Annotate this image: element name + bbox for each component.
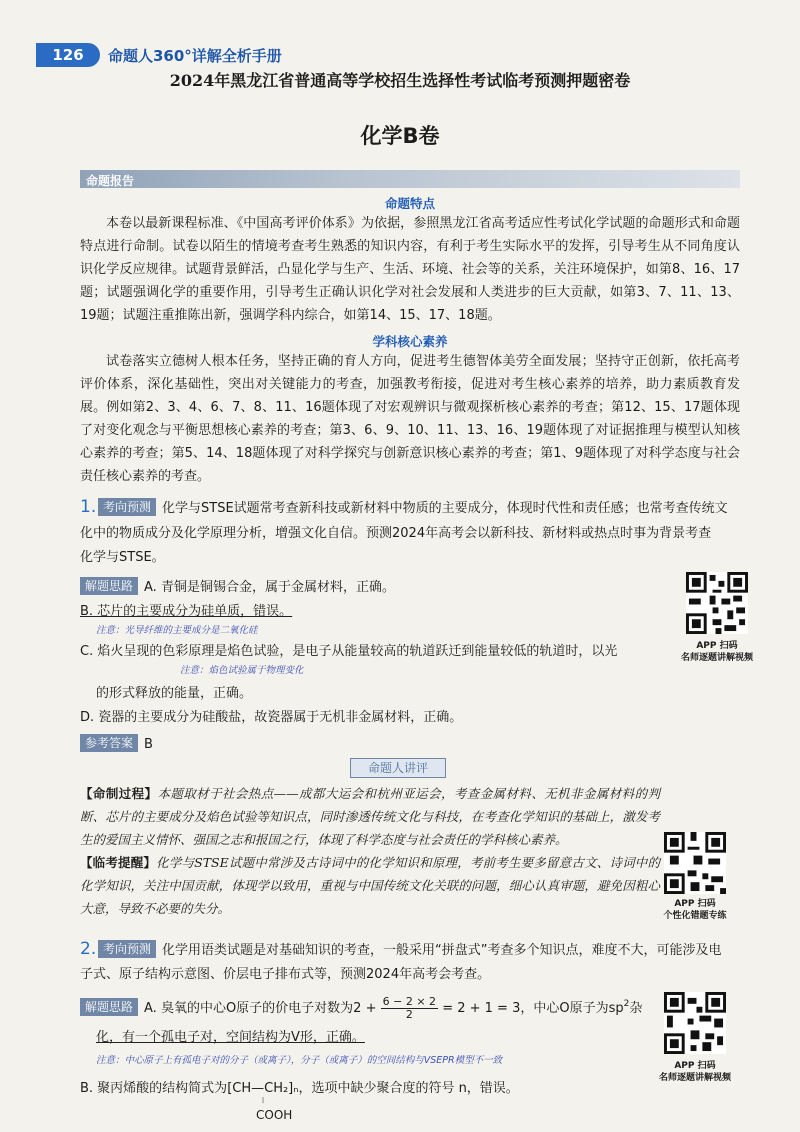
q1-answer-tag: 参考答案: [80, 734, 138, 752]
q2-fraction: $\frac{6 - 2 \times 2}{2}$: [382, 995, 437, 1021]
qr-caption-1: APP 扫码 名师逐题讲解视频: [680, 641, 753, 663]
q1-forecast-line1: 考向预测 化学与STSE试题常考查新科技或新材料中物质的主要成分，体现时代性和责任感；也常考查传统文: [98, 497, 728, 516]
commentary-process: 【命制过程】本题取材于社会热点——成都大运会和杭州亚运会，考查金属材料、无机非金属材料的判断、芯片的主要成分及焰色试验等知识点，同时渗透传统文化与科技，在考查化学知识的基础上，激发考生的爱国主义情怀、强国之志和报国之行，体现了科学态度与社会责任的学科核心素养。: [80, 786, 660, 847]
literacy-text: 试卷落实立德树人根本任务，坚持正确的育人方向，促进考生德智体美劳全面发展；坚持守正创新，依托高考评价体系，深化基础性，突出对关键能力的考查，加强教考衔接，促进对考生核心素养的培养，助力素质教育发展。例如第2、3、4、6、7、8、11、16题体现了对宏观辨识与微观探析核心素养的考查；第12、15、17题体现了对变化观念与平衡思想核心素养的考查；第3、6、9、10、11、13、16、19题体现了对证据推理与模型认知核心素养的考查；第5、14、18题体现了对科学探究与创新意识核心素养的考查；第1、9题体现了对科学态度与社会责任核心素养的考查。: [80, 354, 740, 484]
book-name: 命题人360°详解全析手册: [108, 46, 282, 65]
q1-option-b: B. 芯片的主要成分为硅单质，错误。: [80, 604, 293, 619]
q1-answer: 参考答案 B: [80, 734, 153, 752]
commentary-banner: 命题人讲评: [350, 758, 446, 778]
literacy-heading: 学科核心素养: [372, 334, 448, 349]
q2-bond: |: [262, 1097, 265, 1104]
features-text: 本卷以最新课程标准、《中国高考评价体系》为依据，参照黑龙江省高考适应性考试化学试题的命题形式和命题特点进行命制。试卷以陌生的情境考查考生熟悉的知识内容，有利于考生实际水平的发挥，引导考生从不同角度认识化学反应规律。试题背景鲜活，凸显化学与生产、生活、环境、社会等的关系，关注环境保护，如第8、16、17题；试题强调化学的重要作用，引导考生正确认识化学对社会发展和人类进步的巨大贡献，如第3、7、11、13、19题；试题注重推陈出新，强调学科内综合，如第14、15、17、18题。: [80, 216, 740, 323]
q2-branch: COOH: [256, 1108, 293, 1122]
q1-note-c: 注意：焰色试验属于物理变化: [180, 665, 304, 676]
q1-option-d: D. 瓷器的主要成分为硅酸盐，故瓷器属于无机非金属材料，正确。: [80, 710, 463, 725]
q2-formula: [CH—CH₂]ₙ: [227, 1081, 299, 1096]
question-1-number: 1.: [80, 497, 97, 517]
q1-note-b: 注意：光导纤维的主要成分是二氧化硅: [96, 625, 258, 636]
q2-option-b: B. 聚丙烯酸的结构简式为[CH—CH₂]ₙ，选项中缺少聚合度的符号 n，错误。: [80, 1081, 519, 1096]
qr-caption-2: APP 扫码 个性化错题专练: [663, 899, 727, 921]
q2-forecast-line2: 子式、原子结构示意图、价层电子排布式等，预测2024年高考会考查。: [80, 967, 491, 982]
qr-code-icon[interactable]: [664, 992, 726, 1054]
q1-forecast-tag: 考向预测: [98, 498, 156, 516]
exam-title: 2024年黑龙江省普通高等学校招生选择性考试临考预测押题密卷: [169, 71, 631, 90]
q2-option-a-line1: 解题思路 A. 臭氧的中心O原子的价电子对数为2 + $\frac{6 - 2 \times 2}{2}$ = 2 + 1 = 3，中心O原子为$sp^2$杂: [80, 996, 642, 1021]
page-header: [36, 42, 282, 68]
q1-solution-tag: 解题思路: [80, 577, 138, 595]
q2-forecast-line1: 考向预测 化学用语类试题是对基础知识的考查，一般采用“拼盘式”考查多个知识点，难度不大，可能涉及电: [98, 939, 722, 958]
q1-option-c-line2: 的形式释放的能量，正确。: [96, 686, 253, 701]
question-2-number: 2.: [80, 939, 97, 959]
q1-option-a: 解题思路 A. 青铜是铜锡合金，属于金属材料，正确。: [80, 576, 395, 595]
q1-forecast-line2: 化中的物质成分及化学原理分析，增强文化自信。预测2024年高考会以新科技、新材料或热点时事为背景考查: [80, 526, 712, 541]
q2-forecast-tag: 考向预测: [98, 940, 156, 958]
qr-code-icon[interactable]: [664, 832, 726, 894]
q1-forecast-line3: 化学与STSE。: [80, 550, 165, 565]
q1-option-c-line1: C. 焰火呈现的色彩原理是焰色试验，是电子从能量较高的轨道跃迁到能量较低的轨道时，以光: [80, 644, 618, 659]
qr-code-icon[interactable]: [686, 572, 748, 634]
q2-solution-tag: 解题思路: [80, 998, 138, 1016]
q2-note-a: 注意：中心原子上有孤电子对的分子（或离子），分子（或离子）的空间结构与VSEPR模型不一致: [96, 1055, 503, 1066]
paper-title: 化学B卷: [360, 124, 440, 148]
features-heading: 命题特点: [384, 196, 435, 211]
page-number: 126: [36, 43, 100, 67]
qr-caption-3: APP 扫码 名师逐题讲解视频: [658, 1061, 731, 1083]
q2-option-a-line2: 化，有一个孤电子对，空间结构为V形，正确。: [96, 1030, 365, 1045]
report-band-label: 命题报告: [86, 174, 135, 188]
report-band: [80, 170, 740, 188]
commentary-tips: 【临考提醒】化学与STSE试题中常涉及古诗词中的化学知识和原理，考前考生要多留意古文、诗词中的化学知识，关注中国贡献，体现学以致用，重视与中国传统文化关联的问题，细心认真审题，避免因粗心大意，导致不必要的失分。: [80, 855, 660, 916]
